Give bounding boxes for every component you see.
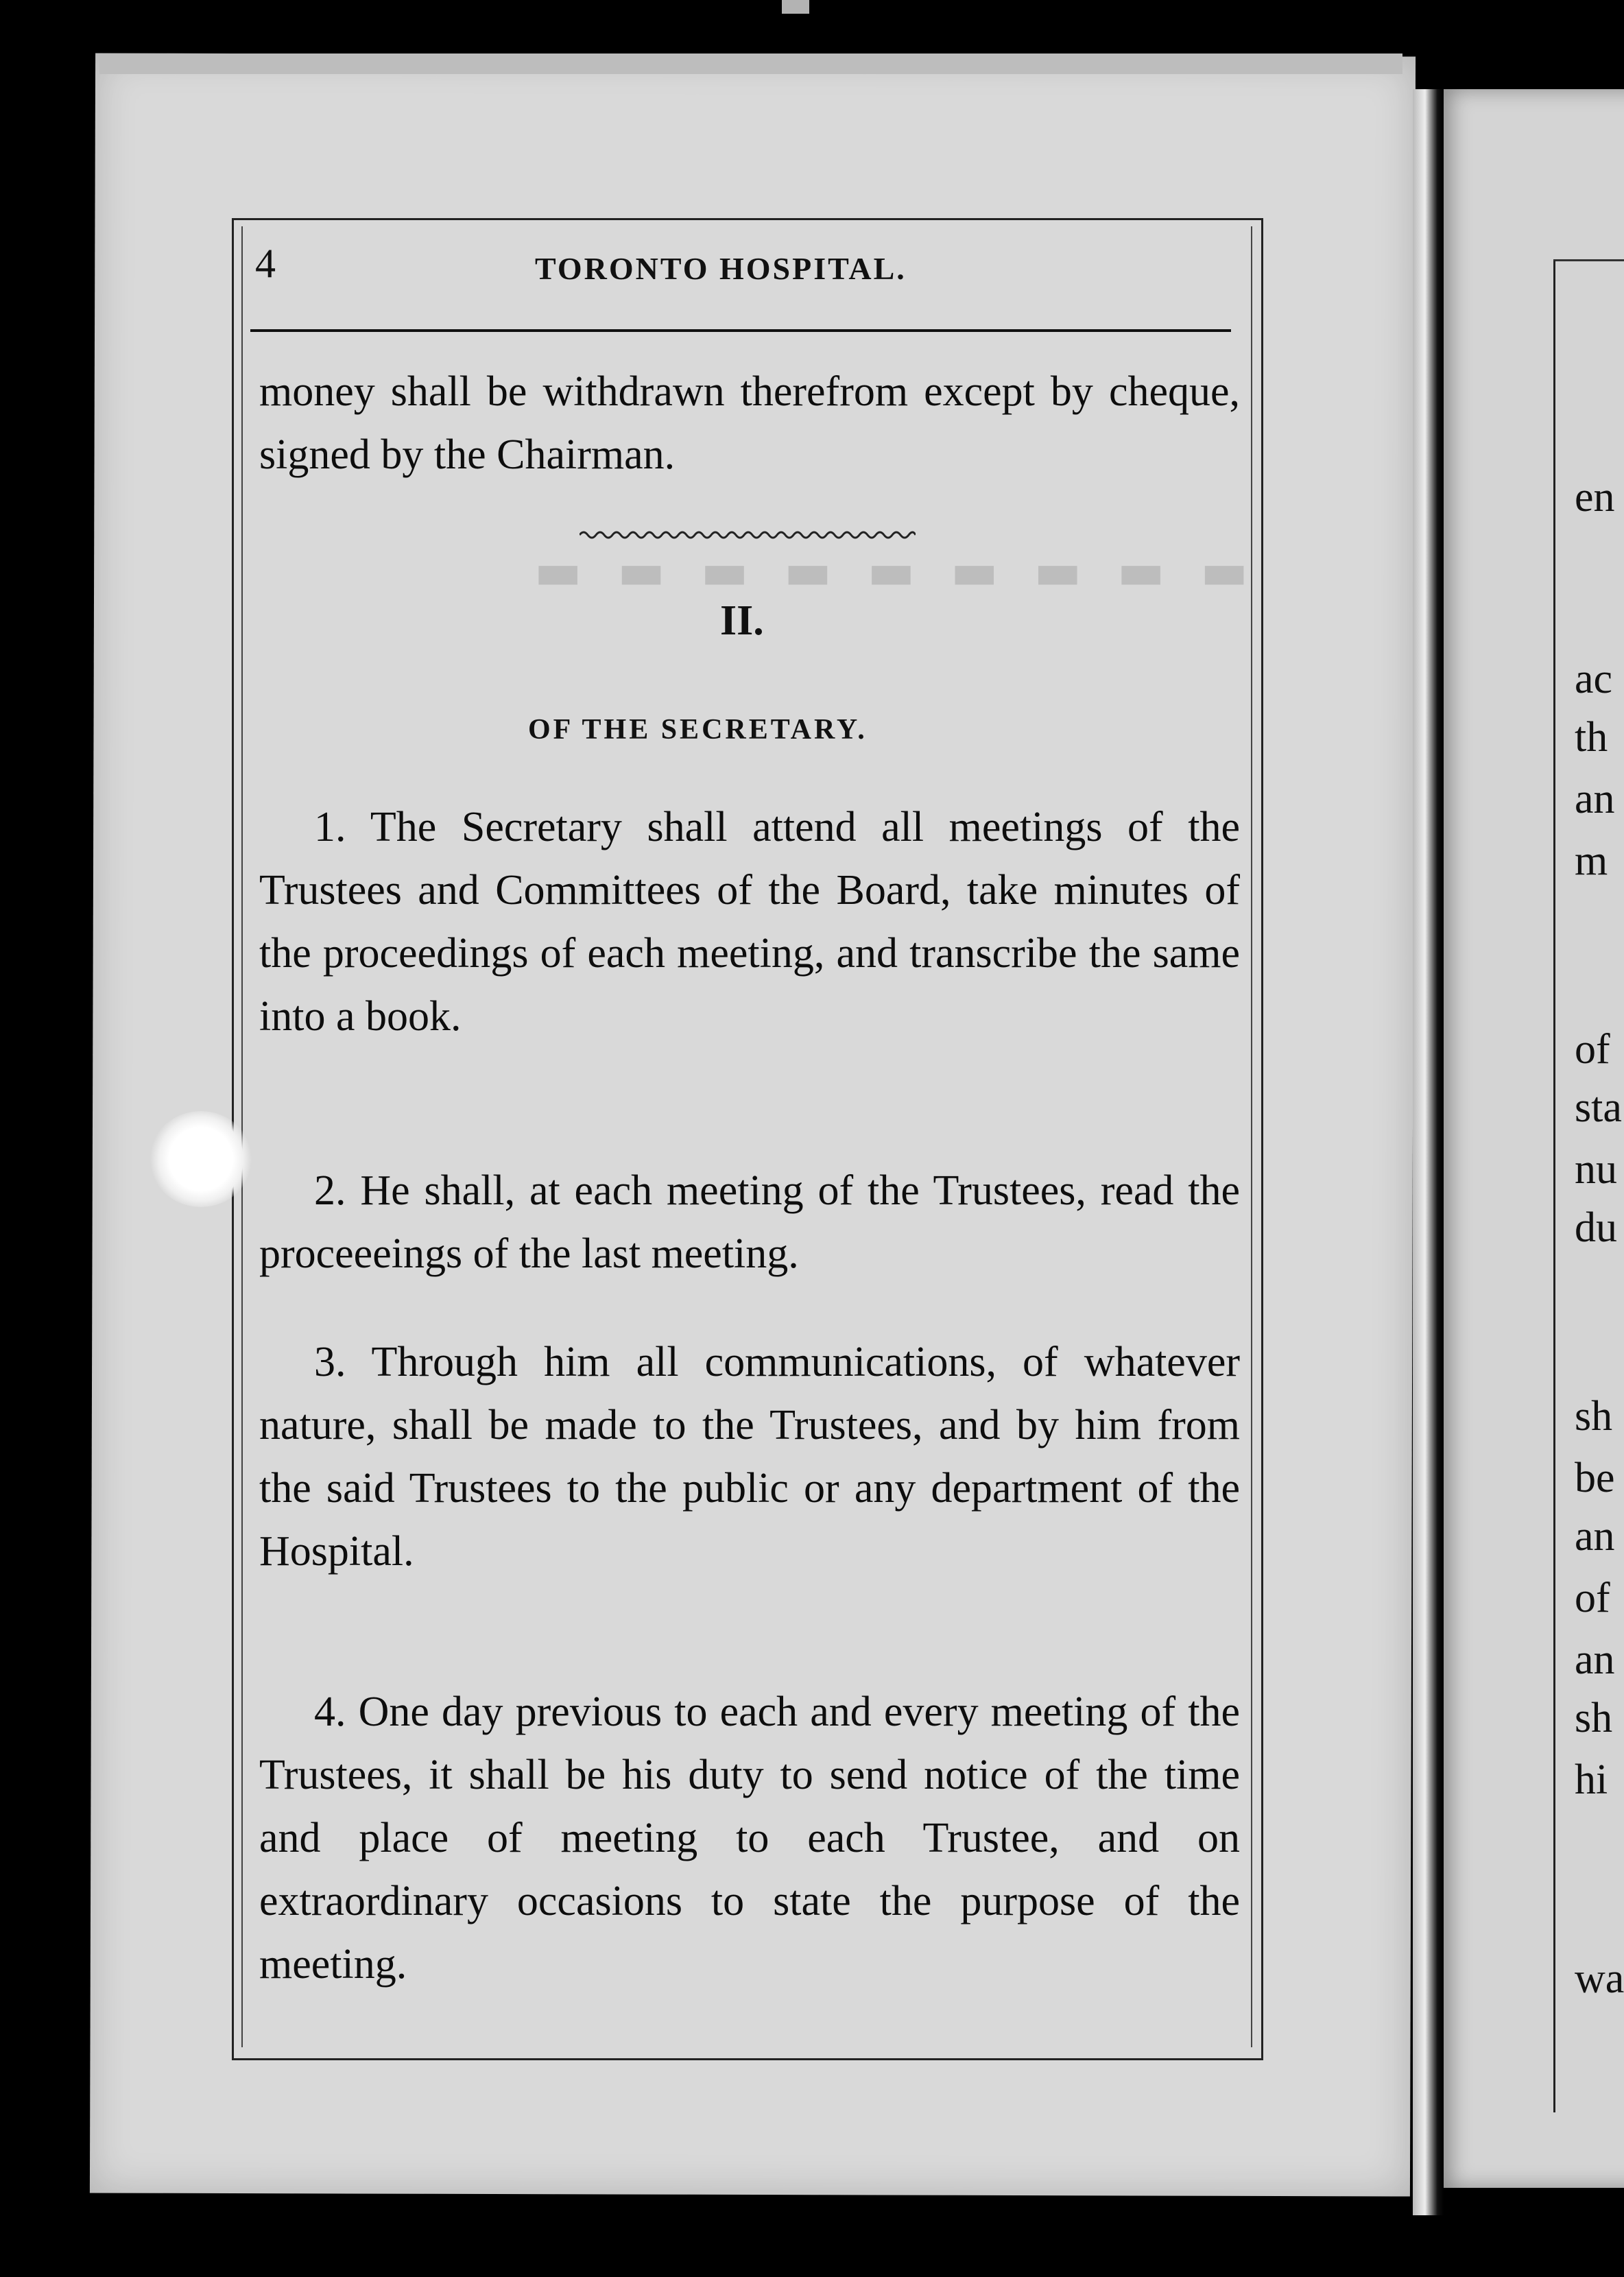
facing-page-fragment: an	[1575, 1636, 1615, 1683]
section-number: II.	[720, 597, 764, 644]
facing-page-fragment: sh	[1575, 1393, 1613, 1440]
opening-paragraph	[259, 360, 1240, 486]
paragraph-1	[259, 796, 1240, 1048]
facing-page-fragment: an	[1575, 1513, 1615, 1560]
facing-page-fragment: m	[1575, 837, 1608, 884]
scan-artifact	[782, 0, 809, 14]
facing-page-fragment: hi	[1575, 1756, 1608, 1803]
facing-page-fragment: th	[1575, 714, 1608, 761]
paragraph-text: 1. The Secretary shall attend all meetings of the Trustees and Committees of the Board, take minutes of the proceedings of each meeting, and transcribe the same into a book.	[259, 804, 1240, 1040]
header-rule	[250, 329, 1231, 332]
right-page	[1444, 89, 1624, 2188]
bleed-through-text: ▬ ▬ ▬ ▬ ▬ ▬ ▬ ▬ ▬	[524, 542, 1248, 601]
facing-page-fragment: du	[1575, 1204, 1617, 1251]
ornament-rule	[580, 529, 916, 540]
facing-page-rule	[1553, 259, 1624, 261]
paragraph-2	[259, 1159, 1240, 1285]
facing-page-fragment: en	[1575, 474, 1615, 521]
facing-page-fragment: sta	[1575, 1084, 1622, 1131]
facing-page-fragment: an	[1575, 776, 1615, 822]
paper-blemish	[150, 1111, 252, 1207]
running-head: TORONTO HOSPITAL.	[535, 251, 907, 286]
paragraph-text: 3. Through him all communications, of whatever nature, shall be made to the Trustees, and by him from the said Trustees to the public or any department of the Hospital.	[259, 1339, 1240, 1575]
paragraph-3	[259, 1331, 1240, 1583]
facing-page-fragment: be	[1575, 1455, 1615, 1501]
book-spine	[1413, 89, 1444, 2215]
facing-page-fragment: ac	[1575, 656, 1613, 702]
facing-page-fragment: nu	[1575, 1146, 1617, 1193]
paragraph-text: 2. He shall, at each meeting of the Trustees, read the proceeeings of the last meeting.	[259, 1167, 1240, 1277]
facing-page-fragment: of	[1575, 1575, 1610, 1621]
paragraph-text: 4. One day previous to each and every meeting of the Trustees, it shall be his duty to send notice of the time and place of meeting to each Trustee, and on extraordinary occasions to state the purpose of the meeting.	[259, 1689, 1240, 1988]
page-number: 4	[255, 241, 276, 286]
page-edge	[99, 53, 1402, 74]
section-title: OF THE SECRETARY.	[528, 714, 868, 746]
paragraph-4	[259, 1680, 1240, 1996]
facing-page-fragment: sh	[1575, 1695, 1613, 1741]
facing-page-fragment: wa	[1575, 1955, 1624, 2002]
facing-page-fragment: of	[1575, 1026, 1610, 1073]
opening-text: money shall be withdrawn therefrom except by cheque, signed by the Chairman.	[259, 368, 1240, 478]
facing-page-frame	[1553, 261, 1562, 2112]
